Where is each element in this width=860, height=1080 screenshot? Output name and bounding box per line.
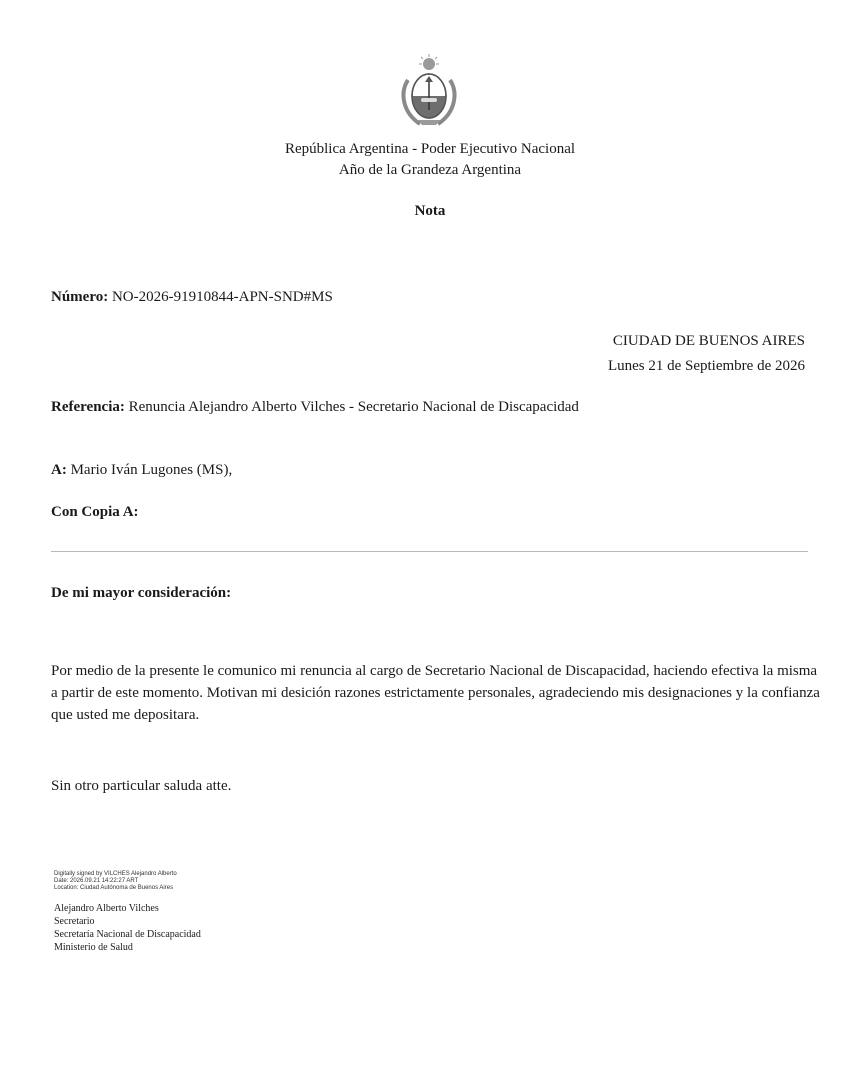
document-type-title: Nota — [414, 203, 446, 219]
reference-value: Renuncia Alejandro Alberto Vilches - Secretario Nacional de Discapacidad — [128, 399, 579, 415]
recipient-value: Mario Iván Lugones (MS), — [70, 462, 233, 478]
signature-signed-by: Digitally signed by VILCHES Alejandro Alberto — [54, 871, 177, 877]
header-line-year-motto: Año de la Grandeza Argentina — [338, 162, 522, 178]
document-date: Lunes 21 de Septiembre de 2026 — [607, 358, 805, 374]
copy-to-label: Con Copia A: — [51, 504, 139, 520]
recipient — [51, 462, 232, 479]
closing-line: Sin otro particular saluda atte. — [51, 778, 232, 794]
signer-block — [54, 902, 201, 954]
signer-office: Secretaría Nacional de Discapacidad — [54, 929, 201, 940]
salutation: De mi mayor consideración: — [51, 585, 232, 601]
document-number — [51, 289, 333, 306]
header-line-government: República Argentina - Poder Ejecutivo Nacional — [284, 141, 576, 157]
signer-name: Alejandro Alberto Vilches — [54, 903, 159, 914]
reference — [51, 399, 579, 416]
reference-label: Referencia: — [51, 399, 125, 415]
signature-date: Date: 2026.09.21 14:22:27 ART — [54, 878, 139, 884]
body-paragraph: Por medio de la presente le comunico mi renuncia al cargo de Secretario Nacional de Discapacidad, haciendo efectiva la misma a partir de este momento. Motivan mi desición razones estrictamente personales, agradeciendo mis designaciones y la confianza que usted me depositara. — [51, 663, 820, 723]
document-number-value: NO-2026-91910844-APN-SND#MS — [111, 289, 333, 305]
coat-of-arms-icon — [398, 52, 460, 128]
signer-ministry: Ministerio de Salud — [54, 942, 133, 953]
recipient-label: A: — [51, 462, 67, 478]
document-number-label: Número: — [51, 289, 109, 305]
divider — [51, 551, 808, 552]
signature-location: Location: Ciudad Autónoma de Buenos Aires — [54, 885, 174, 891]
copy-to — [51, 504, 139, 521]
signer-title: Secretario — [54, 916, 95, 927]
place: CIUDAD DE BUENOS AIRES — [612, 333, 805, 349]
digital-signature-stamp — [54, 871, 177, 892]
